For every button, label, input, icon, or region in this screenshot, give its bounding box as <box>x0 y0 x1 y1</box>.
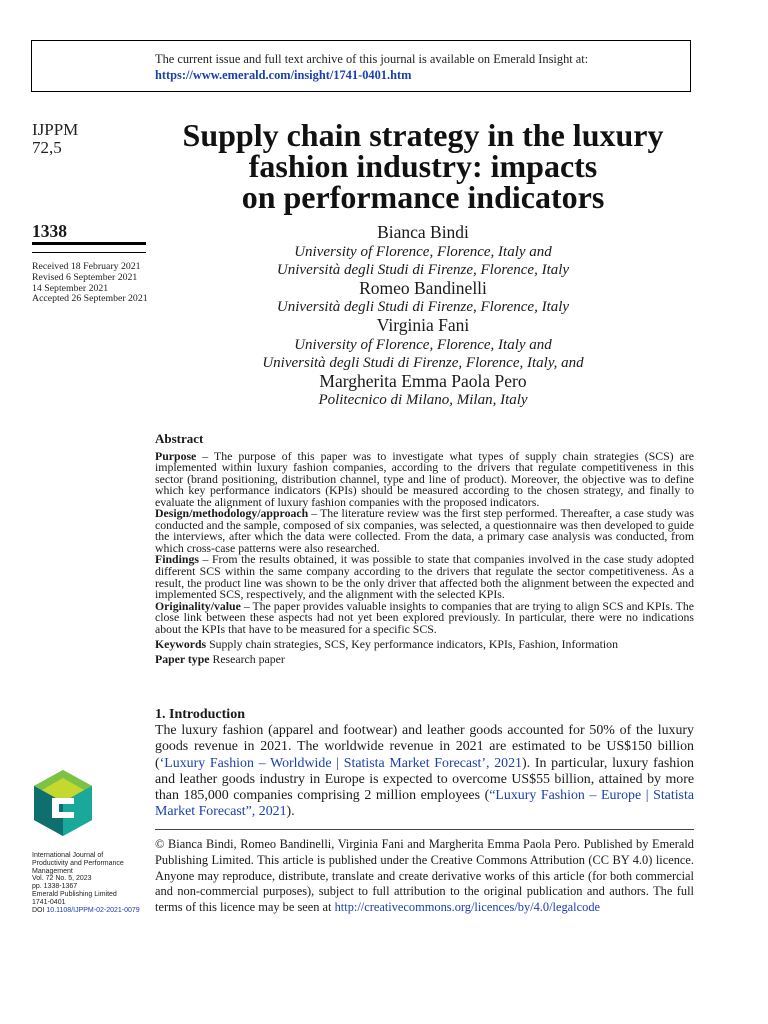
emerald-e-hexagon-icon <box>32 768 94 838</box>
design-text: – The literature review was the first step performed. Thereafter, a case study was conducted and the sample, composed of six companies, was selected, a questionnaire was then developed to guide the interviews, after which the data were collected. From the data, a primary case analysis was conducted, from which cross-case patterns were also researched. <box>155 506 694 555</box>
journal-info <box>32 121 78 157</box>
abstract-section <box>155 433 694 665</box>
revised-date: Revised 6 September 2021 <box>32 271 138 283</box>
doi-link[interactable]: 10.1108/IJPPM-02-2021-0079 <box>46 906 140 914</box>
purpose-text: – The purpose of this paper was to investigate what types of supply chain strategies (SCS) are implemented within luxury fashion companies, according to the drivers that regulate competitiveness in this sector (brand positioning, distribution channel, type and line of product). Moreover, the objective was to define which key performance indicators (KPIs) should be measured according to the chosen strategy, and finally to evaluate the alignment of luxury fashion companies with the proposed indicators. <box>155 448 694 509</box>
article-history-dates <box>32 262 148 305</box>
intro-text: ). In particular, luxury fashion and leather goods industry in Europe is expected to overcome US$55 billion, attained by more than 185,000 companies comprising 2 million employees ( <box>155 755 694 804</box>
introduction-paragraph <box>155 723 694 821</box>
paper-type-text: Research paper <box>209 651 285 666</box>
author-name: Margherita Emma Paola Pero <box>319 370 527 391</box>
title-line: fashion industry: impacts <box>248 148 598 184</box>
pub-info-line: Emerald Publishing Limited <box>32 890 117 898</box>
received-date: Received 18 February 2021 <box>32 261 141 272</box>
pub-info-line: Vol. 72 No. 5, 2023 <box>32 875 92 883</box>
title-line: Supply chain strategy in the luxury <box>182 117 664 153</box>
citation-link[interactable]: ‘Luxury Fashion – Worldwide | Statista Market Forecast’, 2021 <box>159 755 522 771</box>
author-list <box>150 223 696 409</box>
journal-url-link[interactable]: https://www.emerald.com/insight/1741-0401.htm <box>155 68 412 82</box>
pub-info-line: International Journal of <box>32 852 104 859</box>
author-affiliation: Politecnico di Milano, Milan, Italy <box>318 392 528 408</box>
journal-abbrev: IJPPM <box>32 120 79 139</box>
paper-type-label: Paper type <box>155 651 210 666</box>
author-name: Virginia Fani <box>376 315 470 335</box>
author-affiliation: University of Florence, Florence, Italy and <box>294 336 552 353</box>
title-line: on performance indicators <box>241 179 605 215</box>
keywords-label: Keywords <box>155 637 207 652</box>
article-title <box>150 117 696 215</box>
archive-notice: The current issue and full text archive of this journal is available on Emerald Insight at: <box>155 52 589 66</box>
author-name: Romeo Bandinelli <box>359 277 487 298</box>
abstract-purpose <box>155 448 694 509</box>
intro-text: ). <box>286 804 295 820</box>
author-affiliation: Università degli Studi di Firenze, Florence, Italy <box>276 299 570 315</box>
purpose-label: Purpose <box>155 448 197 463</box>
margin-rule-thick <box>32 242 146 245</box>
introduction-section <box>155 706 694 821</box>
keywords <box>155 639 694 651</box>
findings-text: – From the results obtained, it was possible to state that companies involved in the case study adopted different SCS within the same company according to the drivers that regulate the sector competitiveness. As a result, the product line was shown to be the only driver that affected both the alignment between the expected and implemented SCS, respectively, and the alignment with the selected KPIs. <box>155 552 694 602</box>
footnote-divider <box>155 829 694 830</box>
introduction-heading: 1. Introduction <box>155 707 245 722</box>
publication-info <box>32 852 152 914</box>
author-affiliation: Università degli Studi di Firenze, Florence, Italy <box>276 261 570 278</box>
design-label: Design/methodology/approach <box>155 506 309 521</box>
copyright-footnote <box>155 837 694 916</box>
abstract-design <box>155 508 694 554</box>
author-name: Bianca Bindi <box>377 222 469 242</box>
citation-link[interactable]: “Luxury Fashion – Europe | Statista Market Forecast”, 2021 <box>155 788 694 820</box>
abstract-findings <box>155 554 694 600</box>
findings-label: Findings <box>155 552 199 567</box>
journal-archive-banner <box>31 40 691 92</box>
keywords-text: Supply chain strategies, SCS, Key performance indicators, KPIs, Fashion, Information <box>206 637 618 652</box>
doi-label: DOI <box>32 906 45 914</box>
margin-rule-thin <box>32 252 146 253</box>
abstract-heading: Abstract <box>155 431 204 446</box>
licence-link[interactable]: http://creativecommons.org/licences/by/4.0/legalcode <box>334 900 601 915</box>
originality-label: Originality/value <box>155 598 241 613</box>
doi-line <box>32 907 152 915</box>
page-number: 1338 <box>32 221 67 241</box>
pub-info-line: pp. 1338-1367 <box>32 883 78 891</box>
pub-info-line: 1741-0401 <box>32 898 66 906</box>
volume-issue: 72,5 <box>32 138 62 157</box>
abstract-originality <box>155 598 694 636</box>
pub-info-line: Productivity and Performance <box>32 859 124 867</box>
author-affiliation: Università degli Studi di Firenze, Florence, Italy, and <box>262 354 584 371</box>
originality-text: – The paper provides valuable insights to companies that are trying to align SCS and KPIs. The close link between these aspects had not yet been explored previously. In particular, there were no indications about the KPIs that have to be measured for a specific SCS. <box>155 598 694 636</box>
accepted-date: Accepted 26 September 2021 <box>32 293 148 305</box>
copyright-text: © Bianca Bindi, Romeo Bandinelli, Virginia Fani and Margherita Emma Paola Pero. Published by Emerald Publishing Limited. This article is published under the Creative Commons Attribution (CC BY 4.0) licence. Anyone may reproduce, distribute, translate and create derivative works of this article (for both commercial and non-commercial purposes), subject to full attribution to the original publication and authors. The full terms of this licence may be seen at <box>155 837 694 915</box>
intro-text: The luxury fashion (apparel and footwear) and leather goods accounted for 50% of the luxury goods revenue in 2021. The worldwide revenue in 2021 are estimated to be US$150 billion ( <box>155 723 694 771</box>
pub-info-line: Management <box>32 867 73 875</box>
paper-type <box>155 651 694 666</box>
revised-date-2: 14 September 2021 <box>32 282 109 294</box>
author-affiliation: University of Florence, Florence, Italy and <box>294 243 552 260</box>
